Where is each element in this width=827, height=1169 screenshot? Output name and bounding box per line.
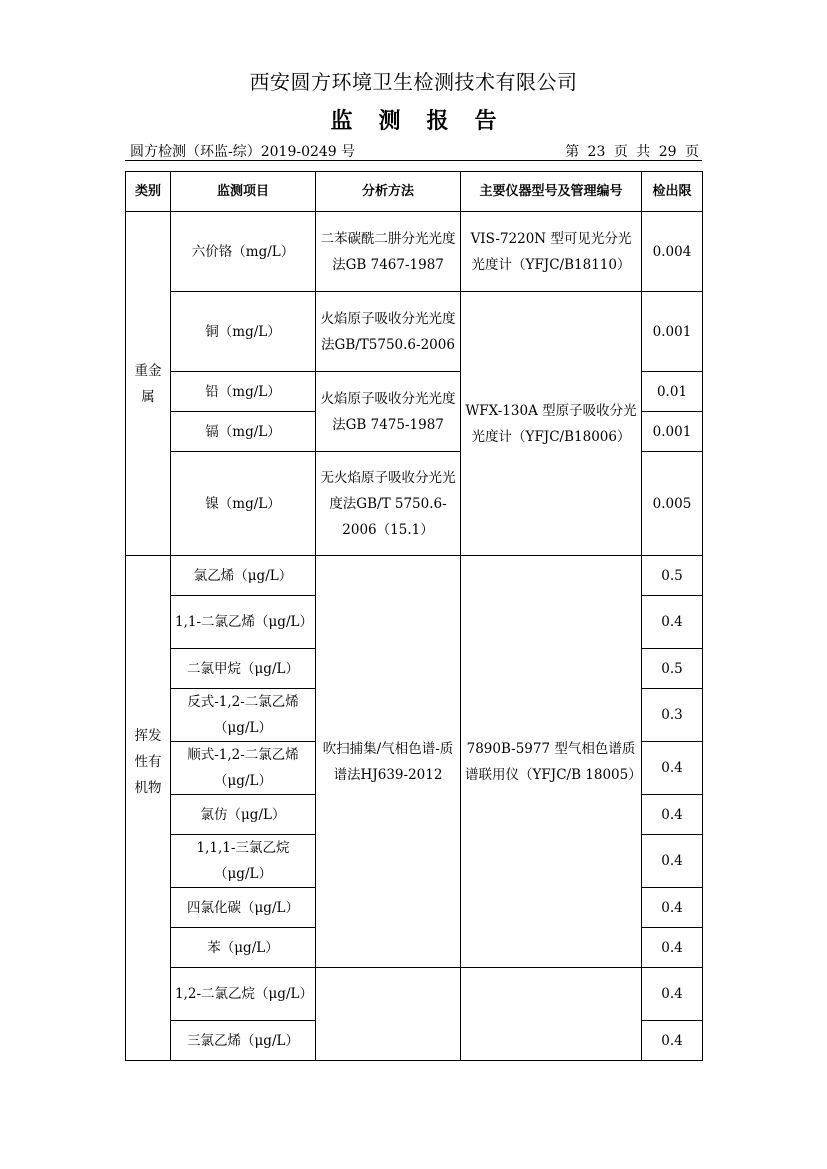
table-row [126, 292, 703, 372]
item-cell: 氯仿（μg/L） [171, 795, 316, 835]
item-cell: 镍（mg/L） [171, 452, 316, 556]
col-method: 分析方法 [316, 172, 461, 212]
item-cell: 1,1-二氯乙烯（μg/L） [171, 596, 316, 649]
item-cell: 顺式-1,2-二氯乙烯（μg/L） [171, 742, 316, 795]
item-cell: 苯（μg/L） [171, 928, 316, 968]
limit-cell: 0.005 [642, 452, 703, 556]
limit-cell: 0.01 [642, 372, 703, 412]
col-instrument: 主要仪器型号及管理编号 [461, 172, 642, 212]
col-limit: 检出限 [642, 172, 703, 212]
item-cell: 镉（mg/L） [171, 412, 316, 452]
instrument-cell: 7890B-5977 型气相色谱质谱联用仪（YFJC/B 18005） [461, 556, 642, 968]
limit-cell: 0.4 [642, 968, 703, 1021]
limit-cell: 0.4 [642, 1021, 703, 1061]
limit-cell: 0.4 [642, 888, 703, 928]
instrument-cell: VIS-7220N 型可见光分光光度计（YFJC/B18110） [461, 212, 642, 292]
monitoring-table [125, 171, 703, 1061]
item-cell: 二氯甲烷（μg/L） [171, 649, 316, 689]
item-cell: 四氯化碳（μg/L） [171, 888, 316, 928]
item-cell: 铜（mg/L） [171, 292, 316, 372]
method-cell: 二苯碳酰二肼分光光度法GB 7467-1987 [316, 212, 461, 292]
category-cell-empty [126, 968, 171, 1021]
method-cell-empty [316, 968, 461, 1061]
item-cell: 六价铬（mg/L） [171, 212, 316, 292]
item-cell: 氯乙烯（μg/L） [171, 556, 316, 596]
limit-cell: 0.4 [642, 742, 703, 795]
table-row [126, 556, 703, 596]
limit-cell: 0.4 [642, 795, 703, 835]
limit-cell: 0.5 [642, 556, 703, 596]
method-cell: 火焰原子吸收分光光度法GB/T5750.6-2006 [316, 292, 461, 372]
limit-cell: 0.3 [642, 689, 703, 742]
col-category: 类别 [126, 172, 171, 212]
table-header-row [126, 172, 703, 212]
report-number: 圆方检测（环监-综）2019-0249 号 [130, 144, 356, 160]
limit-cell: 0.4 [642, 596, 703, 649]
header-rule [125, 160, 702, 161]
method-cell: 无火焰原子吸收分光光度法GB/T 5750.6-2006（15.1） [316, 452, 461, 556]
table-row [126, 212, 703, 292]
category-cell-empty [126, 1021, 171, 1061]
item-cell: 1,1,1-三氯乙烷（μg/L） [171, 835, 316, 888]
limit-cell: 0.4 [642, 835, 703, 888]
limit-cell: 0.4 [642, 928, 703, 968]
page-number: 第 23 页 共 29 页 [565, 144, 699, 160]
limit-cell: 0.5 [642, 649, 703, 689]
limit-cell: 0.001 [642, 412, 703, 452]
item-cell: 1,2-二氯乙烷（μg/L） [171, 968, 316, 1021]
report-title: 监测报告 [330, 108, 523, 134]
limit-cell: 0.001 [642, 292, 703, 372]
limit-cell: 0.004 [642, 212, 703, 292]
category-voc: 挥发性有机物 [126, 556, 171, 968]
company-name: 西安圆方环境卫生检测技术有限公司 [249, 70, 578, 94]
item-cell: 三氯乙烯（μg/L） [171, 1021, 316, 1061]
category-heavy-metals: 重金属 [126, 212, 171, 556]
item-cell: 反式-1,2-二氯乙烯（μg/L） [171, 689, 316, 742]
table-row [126, 968, 703, 1021]
instrument-cell-empty [461, 968, 642, 1061]
method-cell: 吹扫捕集/气相色谱-质谱法HJ639-2012 [316, 556, 461, 968]
instrument-cell: WFX-130A 型原子吸收分光光度计（YFJC/B18006） [461, 292, 642, 556]
item-cell: 铅（mg/L） [171, 372, 316, 412]
method-cell: 火焰原子吸收分光光度法GB 7475-1987 [316, 372, 461, 452]
col-item: 监测项目 [171, 172, 316, 212]
